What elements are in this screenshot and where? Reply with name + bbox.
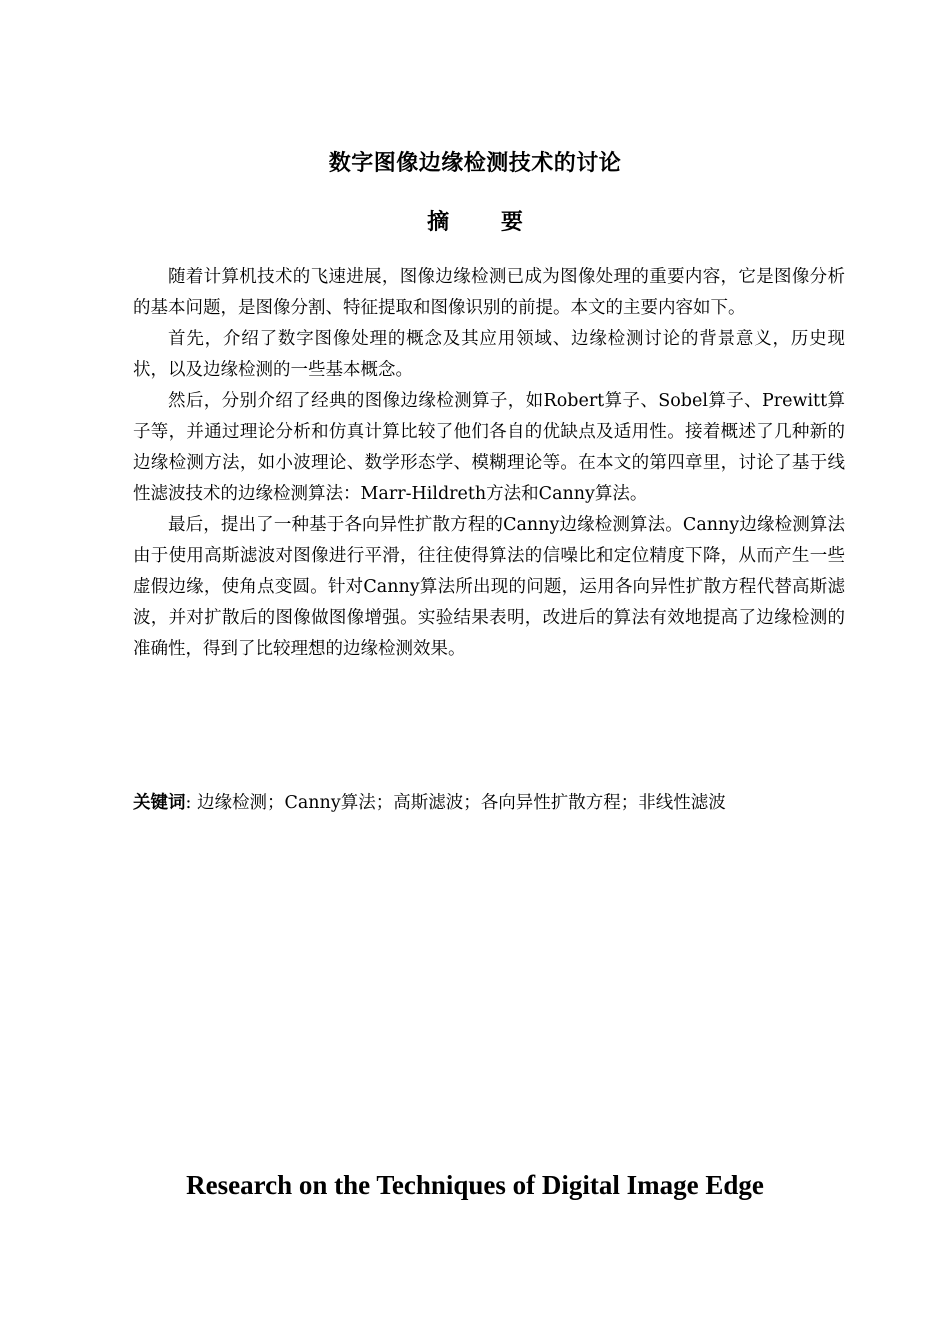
chinese-title: 数字图像边缘检测技术的讨论 bbox=[328, 151, 622, 176]
abstract-heading: 摘 要 bbox=[427, 210, 545, 235]
abstract-paragraph-3: 然后，分别介绍了经典的图像边缘检测算子，如Robert算子、Sobel算子、Prewitt算子等，并通过理论分析和仿真计算比较了他们各自的优缺点及适用性。接着概述了几种新的边缘检测方法，如小波理论、数学形态学、模糊理论等。在本文的第四章里，讨论了基于线性滤波技术的边缘检测算法：Marr-Hildreth方法和Canny算法。 bbox=[133, 391, 845, 504]
keywords-label: 关键词 bbox=[133, 793, 186, 813]
abstract-body bbox=[133, 262, 845, 665]
keywords-text: : 边缘检测；Canny算法；高斯滤波；各向异性扩散方程；非线性滤波 bbox=[185, 793, 726, 813]
abstract-paragraph-1: 随着计算机技术的飞速进展，图像边缘检测已成为图像处理的重要内容，它是图像分析的基本问题，是图像分割、特征提取和图像识别的前提。本文的主要内容如下。 bbox=[133, 267, 845, 318]
keywords-line bbox=[133, 788, 845, 819]
abstract-paragraph-2: 首先，介绍了数字图像处理的概念及其应用领域、边缘检测讨论的背景意义，历史现状，以及边缘检测的一些基本概念。 bbox=[133, 329, 845, 380]
abstract-paragraph-4: 最后，提出了一种基于各向异性扩散方程的Canny边缘检测算法。Canny边缘检测算法由于使用高斯滤波对图像进行平滑，往往使得算法的信噪比和定位精度下降，从而产生一些虚假边缘，使角点变圆。针对Canny算法所出现的问题，运用各向异性扩散方程代替高斯滤波，并对扩散后的图像做图像增强。实验结果表明，改进后的算法有效地提高了边缘检测的准确性，得到了比较理想的边缘检测效果。 bbox=[133, 515, 845, 659]
english-title: Research on the Techniques of Digital Image Edge bbox=[186, 1170, 764, 1200]
